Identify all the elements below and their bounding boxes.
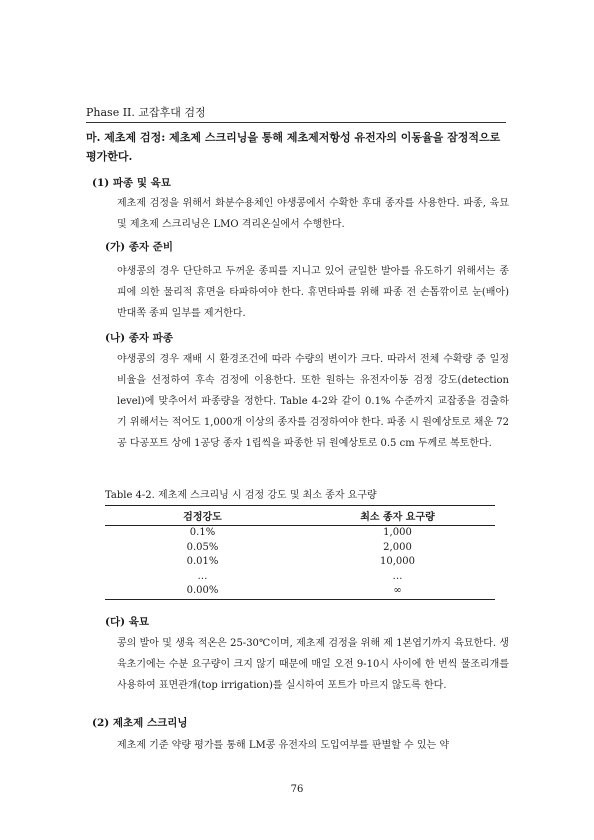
sub-ga-title: (가) 종자 준비 bbox=[105, 241, 173, 253]
table-cell: 1,000 bbox=[383, 527, 412, 538]
table-cell: … bbox=[197, 570, 208, 582]
section2-title: (2) 제초제 스크리닝 bbox=[92, 717, 188, 729]
table-cell: 0.00% bbox=[105, 584, 300, 599]
sub-na-paragraph: 야생콩의 경우 재배 시 환경조건에 따라 수량의 변이가 크다. 따라서 전체 수확량 중 일정 비율을 선정하여 후속 검정에 이용한다. 또한 원하는 유전자이동 검정 강도(detection level)에 맞추어서 파종량을 정한다. Table 4-2와 같이 0.1% 수준까지 교잡종을 검출하기 위해서는 적어도 1,000개 이상의 종자를 검정하여야 한다. 파종 시 원예상토로 채운 72공 다공포트 상에 1공당 종자 1립씩을 파종한 뒤 원예상토로 0.5 cm 두께로 복토한다. bbox=[117, 354, 509, 449]
table-row bbox=[105, 570, 495, 585]
phase-title: Phase II. 교잡후대 검정 bbox=[86, 104, 506, 123]
table-cell: 10,000 bbox=[380, 556, 415, 568]
table-cell: … bbox=[392, 570, 403, 582]
sub-da-title: (다) 육묘 bbox=[105, 616, 150, 628]
table-cell: ∞ bbox=[300, 584, 495, 599]
section1-paragraph: 제초제 검정을 위해서 화분수용체인 야생콩에서 수확한 후대 종자를 사용한다. 파종, 육묘 및 제초제 스크리닝은 LMO 격리온실에서 수행한다. bbox=[117, 198, 509, 230]
detection-table bbox=[105, 505, 495, 600]
table-cell: 2,000 bbox=[383, 541, 412, 553]
table-row bbox=[105, 526, 495, 541]
table-row bbox=[105, 584, 495, 599]
table-caption: Table 4-2. 제초제 스크리닝 시 검정 강도 및 최소 종자 요구량 bbox=[105, 490, 377, 501]
table-cell: 0.1% bbox=[189, 527, 216, 538]
page-number: 76 bbox=[290, 784, 304, 795]
table-cell: 0.05% bbox=[186, 541, 219, 553]
table-header-cell: 검정강도 bbox=[105, 506, 300, 526]
sub-na-title: (나) 종자 파종 bbox=[105, 332, 173, 344]
sub-da-paragraph: 콩의 발아 및 생육 적온은 25-30℃이며, 제초제 검정을 위해 제 1본엽기까지 육묘한다. 생육초기에는 수분 요구량이 크지 않기 때문에 매일 오전 9-10시 사이에 한 번씩 물조리개를 사용하여 표면관개(top irrigation)를 실시하여 포트가 마르지 않도록 한다. bbox=[117, 638, 509, 691]
section1-title: (1) 파종 및 육묘 bbox=[92, 177, 171, 189]
sub-ga-paragraph: 야생콩의 경우 단단하고 두꺼운 종피를 지니고 있어 균일한 발아를 유도하기 위해서는 종피에 의한 물리적 휴면을 타파하여야 한다. 휴면타파를 위해 파종 전 손톱깎이로 눈(배아) 반대쪽 종피 일부를 제거한다. bbox=[117, 266, 509, 319]
table-cell: 0.01% bbox=[186, 556, 219, 568]
section2-paragraph: 제초제 기준 약량 평가를 통해 LM콩 유전자의 도입여부를 판별할 수 있는 약 bbox=[117, 740, 449, 751]
table-row bbox=[105, 555, 495, 570]
main-heading: 마. 제초제 검정: 제초제 스크리닝을 통해 제초제저항성 유전자의 이동율을 잠정적으로 평가한다. bbox=[86, 131, 501, 163]
table-row bbox=[105, 541, 495, 556]
table-header-cell: 최소 종자 요구량 bbox=[300, 506, 495, 526]
